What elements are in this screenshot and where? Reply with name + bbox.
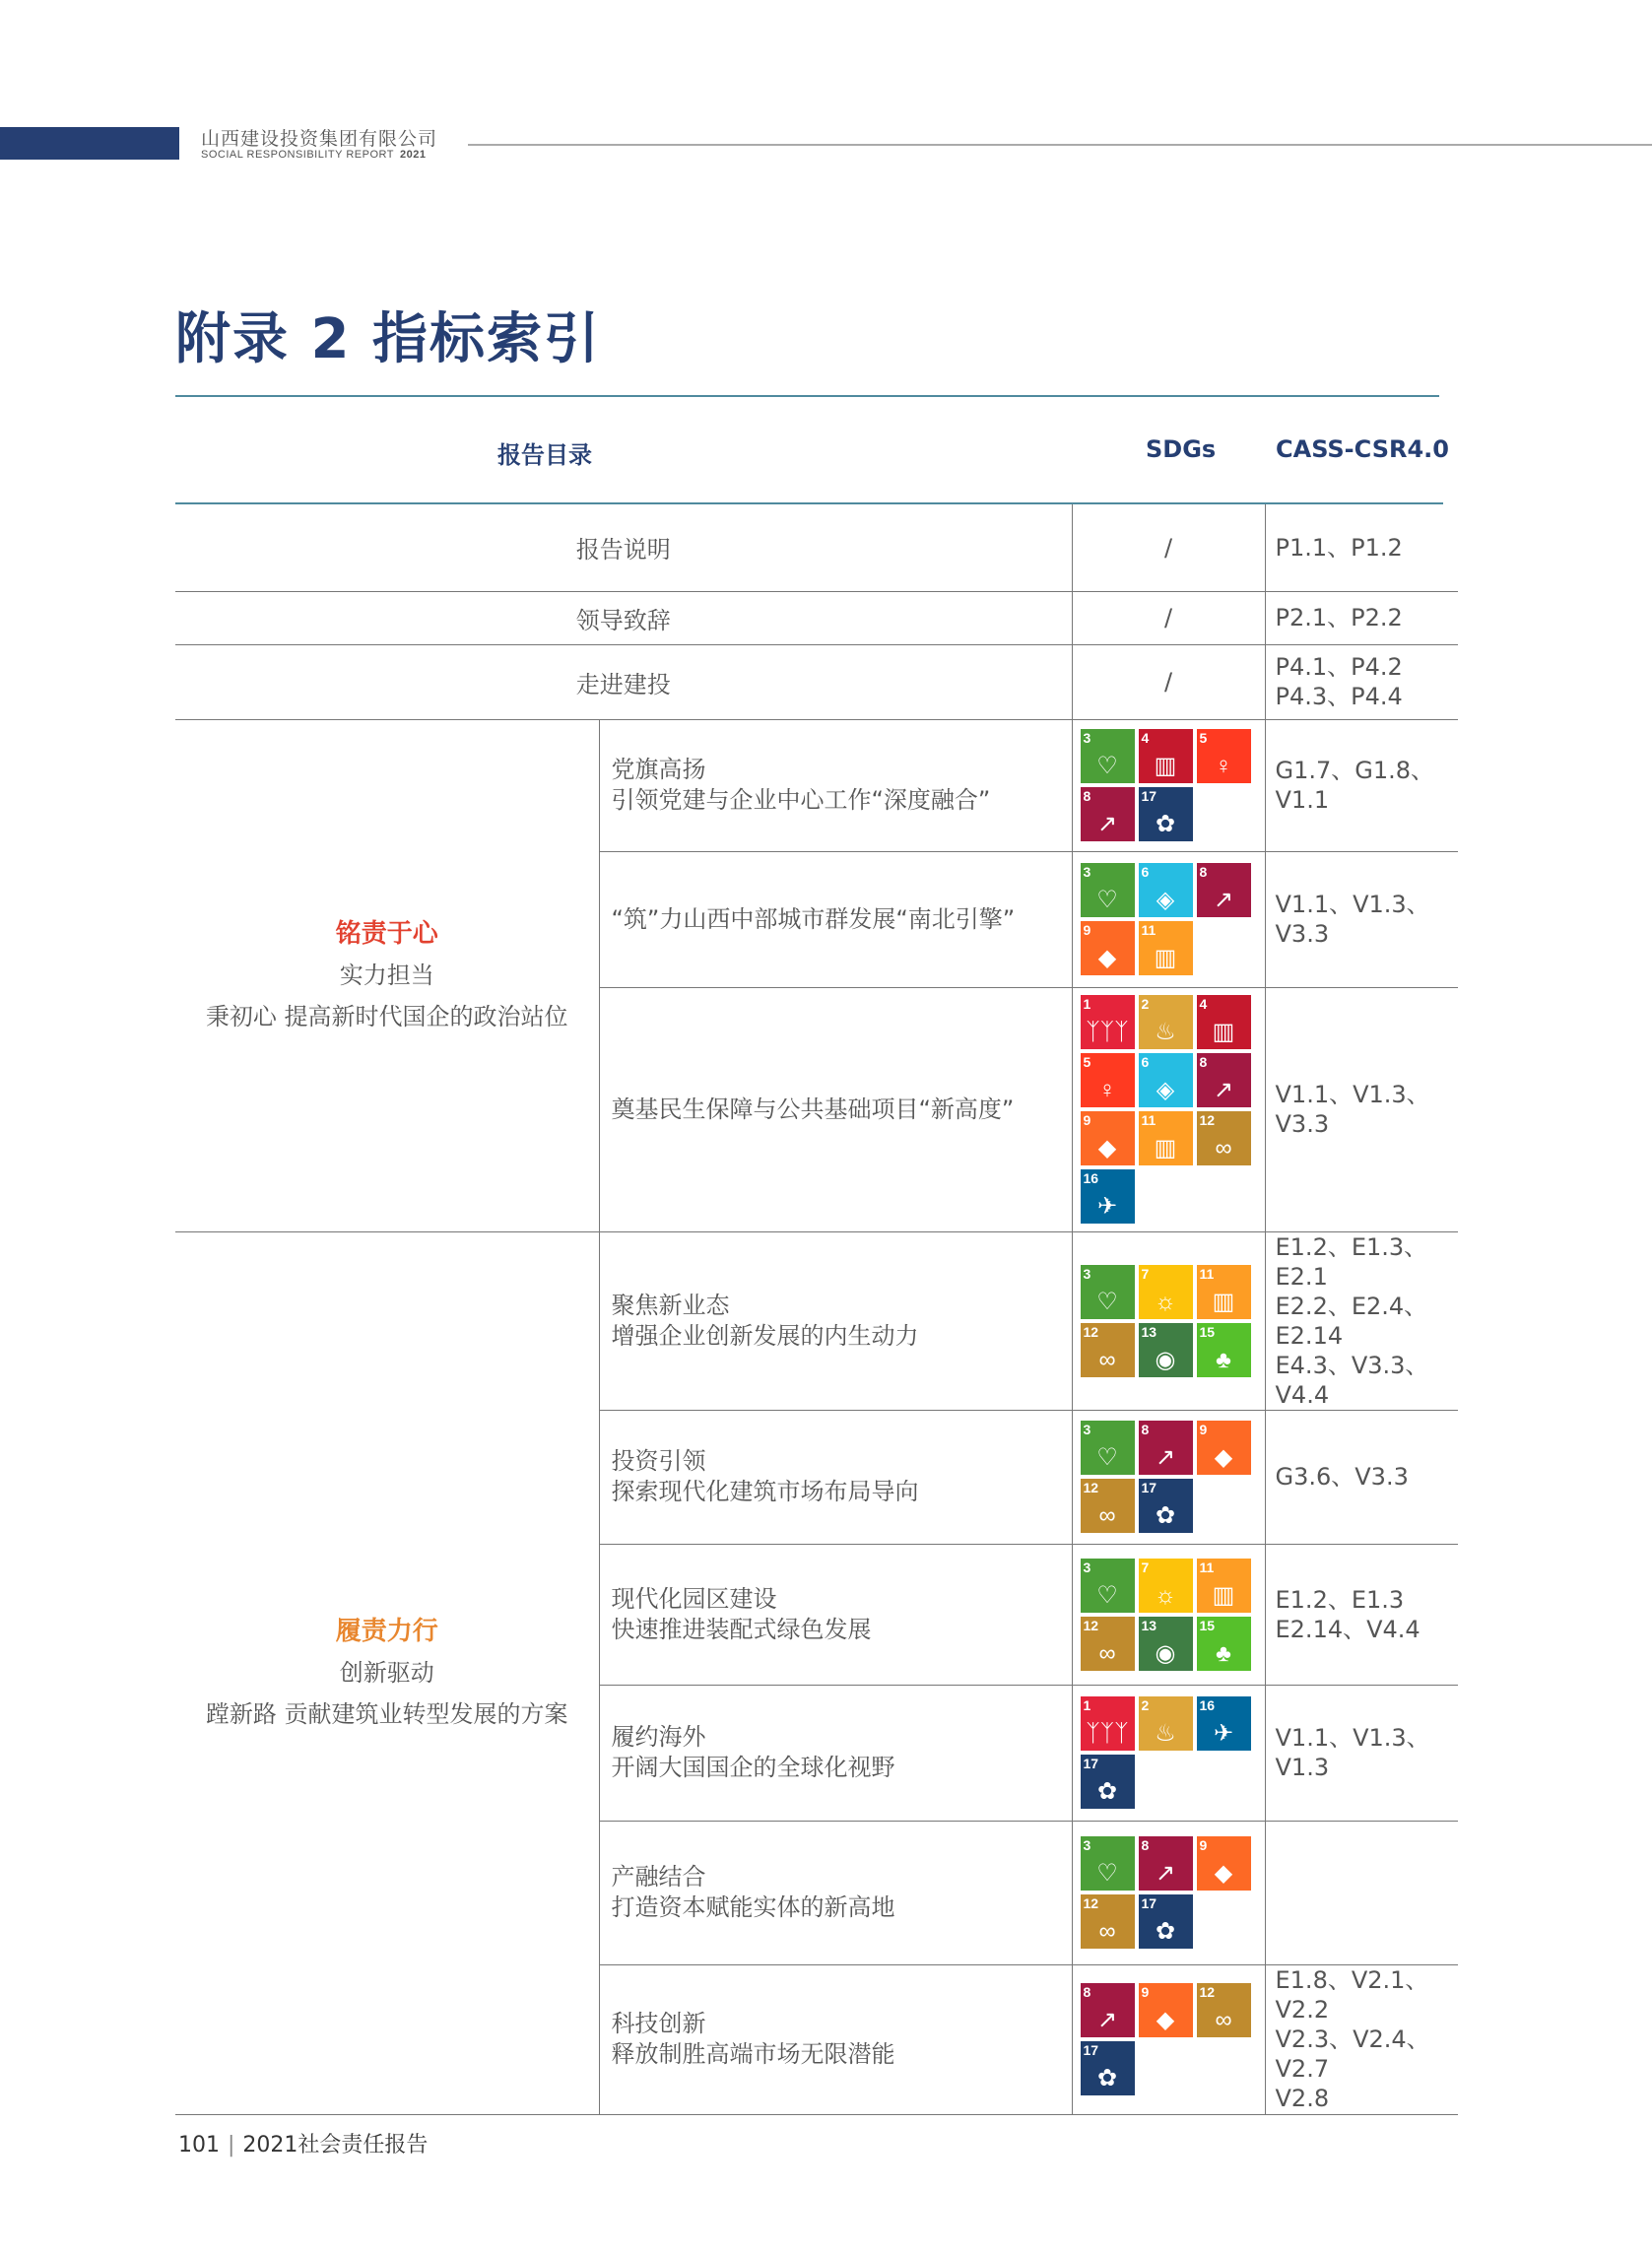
sdg-8-icon: ↗ [1213,887,1234,913]
sdg-9-icon: ◆ [1156,2007,1175,2033]
catalog-item-line: 开阔大国国企的全球化视野 [611,1754,895,1781]
sdg-12-tile [1081,1894,1135,1949]
sdgs-cell [1072,719,1265,851]
sdg-number: 16 [1199,1697,1216,1713]
catalog-item-cell [599,1544,1072,1685]
sdg-9-icon: ◆ [1214,1860,1233,1887]
sdg-15-icon: ♣ [1216,1346,1231,1373]
sdg-11-tile [1197,1265,1251,1319]
sdg-number: 4 [1141,730,1150,746]
sdg-5-tile [1197,729,1251,783]
catalog-item-cell [599,1410,1072,1544]
sdg-number: 8 [1083,788,1091,804]
sdg-17-tile [1081,1755,1135,1809]
cass-cell [1265,851,1458,987]
sdg-12-tile [1197,1111,1251,1165]
sdg-12-icon: ∞ [1098,1918,1116,1945]
sdgs-cell [1072,644,1265,719]
sdgs-cell [1072,987,1265,1231]
sdg-number: 17 [1141,1480,1157,1495]
column-header-sdgs: SDGs [1146,435,1217,463]
cass-code-line: E1.8、V2.1、V2.2 [1275,1966,1429,2024]
sdg-number: 6 [1141,864,1150,880]
sdg-13-tile [1139,1323,1193,1377]
sdg-12-tile [1081,1617,1135,1671]
cass-cell [1265,1544,1458,1685]
cass-cell [1265,719,1458,851]
cass-cell [1265,504,1458,591]
page-number: 101 [178,2133,220,2157]
sdg-4-icon: ▥ [1212,1019,1235,1045]
sdg-number: 8 [1199,864,1208,880]
cass-code-line: E1.2、E1.3、E2.1 [1275,1232,1428,1291]
sdgs-none: / [1163,604,1173,631]
sdg-number: 11 [1141,1112,1156,1128]
sdg-4-tile [1197,995,1251,1049]
sdg-17-icon: ✿ [1155,1918,1176,1945]
sdg-8-tile [1139,1836,1193,1891]
section-subtitle: 实力担当 [339,962,434,989]
sdg-number: 13 [1141,1323,1157,1340]
cass-code-line: G1.7、G1.8、V1.1 [1275,757,1435,814]
catalog-item-line: “筑”力山西中部城市群发展“南北引擎” [611,904,1016,933]
sdg-16-tile [1197,1696,1251,1751]
sdg-17-tile [1139,1894,1193,1949]
sdg-8-tile [1197,1053,1251,1107]
sdg-9-icon: ◆ [1097,945,1117,971]
cass-code-line: P4.3、P4.4 [1275,683,1403,710]
catalog-item-cell [599,851,1072,987]
catalog-item-line: 党旗高扬 [611,756,706,783]
sdg-12-icon: ∞ [1098,1346,1116,1373]
table-row [175,591,1458,644]
catalog-item-cell [599,719,1072,851]
catalog-item-line: 现代化园区建设 [611,1584,777,1613]
section-title: 铭责于心 [335,919,438,949]
sdg-9-tile [1081,1111,1135,1165]
sdg-16-icon: ✈ [1213,1720,1234,1747]
cass-code-line: E4.3、V3.3、V4.4 [1275,1351,1429,1409]
sdg-number: 1 [1083,996,1091,1012]
catalog-item-line: 探索现代化建筑市场布局导向 [611,1478,919,1505]
sdg-2-icon: ♨ [1155,1720,1176,1747]
cass-code-line: P1.1、P1.2 [1275,533,1403,562]
sdg-5-tile [1081,1053,1135,1107]
sdg-tiles [1073,1421,1264,1533]
sdg-17-icon: ✿ [1155,811,1176,837]
sdg-number: 3 [1083,864,1091,880]
sdgs-cell [1072,851,1265,987]
sdg-12-tile [1197,1983,1251,2037]
sdg-number: 12 [1083,1617,1099,1633]
sdg-2-tile [1139,995,1193,1049]
sdg-3-tile [1081,1265,1135,1319]
sdg-number: 12 [1083,1895,1099,1911]
sdgs-cell [1072,591,1265,644]
catalog-item-line: 快速推进装配式绿色发展 [611,1615,872,1643]
sdg-8-tile [1081,1983,1135,2037]
company-name: 山西建设投资集团有限公司 [201,128,438,150]
sdg-number: 3 [1083,1837,1091,1853]
sdg-12-icon: ∞ [1215,1135,1232,1162]
sdg-8-icon: ↗ [1096,811,1118,837]
cass-code-line: E1.2、E1.3 [1275,1585,1405,1614]
cass-cell [1265,1410,1458,1544]
sdg-number: 12 [1083,1323,1099,1340]
sdg-number: 15 [1199,1617,1216,1633]
cass-code-line: E2.14、V4.4 [1275,1615,1421,1643]
cass-code-line: P4.1、P4.2 [1275,653,1403,681]
sdg-tiles [1073,863,1264,975]
sdg-number: 5 [1199,730,1208,746]
sdg-1-tile [1081,995,1135,1049]
section-description: 蹚新路 贡献建筑业转型发展的方案 [205,1700,568,1728]
sdg-number: 9 [1141,1984,1150,2000]
sdg-3-icon: ♡ [1096,1581,1118,1609]
table-row [175,1231,1458,1410]
sdgs-cell [1072,1821,1265,1964]
sdgs-cell [1072,1685,1265,1821]
sdg-number: 7 [1141,1559,1150,1575]
sdg-8-tile [1081,787,1135,841]
sdg-15-icon: ♣ [1216,1639,1231,1667]
sdg-number: 4 [1199,996,1208,1012]
catalog-item-line: 聚焦新业态 [611,1291,730,1319]
section-cell [175,1231,599,2114]
cass-code-line: V1.1、V1.3、V3.3 [1275,1081,1430,1138]
sdg-1-icon: ᛉᛉᛉ [1086,1720,1129,1747]
sdg-3-tile [1081,863,1135,917]
catalog-cell [175,591,1072,644]
sdg-tiles [1073,1696,1264,1809]
section-title: 履责力行 [335,1617,438,1646]
sdg-number: 7 [1141,1265,1150,1282]
cass-cell [1265,1231,1458,1410]
sdg-number: 16 [1083,1170,1099,1186]
header-accent-bar [0,127,179,160]
sdg-number: 6 [1141,1054,1150,1070]
sdg-number: 3 [1083,1559,1091,1575]
sdg-11-tile [1139,921,1193,975]
cass-cell [1265,644,1458,719]
catalog-item-cell [599,987,1072,1231]
catalog-item-line: 奠基民生保障与公共基础项目“新高度” [611,1095,1015,1123]
sdg-9-icon: ◆ [1097,1135,1117,1162]
catalog-label: 领导致辞 [575,606,671,634]
catalog-item-line: 履约海外 [611,1723,706,1751]
sdg-7-icon: ☼ [1155,1288,1176,1315]
sdg-9-tile [1081,921,1135,975]
sdg-number: 8 [1083,1984,1091,2000]
sdg-number: 17 [1141,788,1157,804]
sdg-number: 17 [1083,2042,1099,2058]
sdg-number: 9 [1083,1112,1091,1128]
sdg-number: 13 [1141,1617,1157,1633]
sdg-number: 17 [1083,1756,1099,1771]
sdg-number: 12 [1083,1480,1099,1495]
sdg-2-tile [1139,1696,1193,1751]
sdg-number: 9 [1199,1422,1208,1437]
table-top-rule [175,395,1439,397]
sdg-7-icon: ☼ [1155,1581,1176,1609]
sdgs-cell [1072,1964,1265,2114]
footer [178,2128,428,2158]
sdg-8-tile [1197,863,1251,917]
index-table [175,504,1458,2115]
catalog-cell [175,504,1072,591]
sdg-17-tile [1139,787,1193,841]
footer-separator: | [228,2133,235,2157]
sdg-number: 3 [1083,730,1091,746]
section-description: 秉初心 提高新时代国企的政治站位 [205,1003,568,1030]
sdg-number: 12 [1199,1984,1216,2000]
catalog-item-cell [599,1231,1072,1410]
sdg-13-icon: ◉ [1155,1639,1176,1667]
sdgs-cell [1072,1231,1265,1410]
sdg-1-icon: ᛉᛉᛉ [1086,1019,1129,1045]
sdg-7-tile [1139,1559,1193,1613]
catalog-item-line: 释放制胜高端市场无限潜能 [611,2040,895,2068]
sdg-12-tile [1081,1479,1135,1533]
sdg-7-tile [1139,1265,1193,1319]
sdg-4-tile [1139,729,1193,783]
sdg-2-icon: ♨ [1155,1019,1176,1045]
sdg-9-tile [1197,1421,1251,1475]
sdg-number: 11 [1141,922,1156,938]
sdg-number: 8 [1199,1054,1208,1070]
sdg-number: 5 [1083,1054,1091,1070]
sdg-3-icon: ♡ [1096,887,1118,913]
sdg-16-icon: ✈ [1096,1193,1118,1220]
sdg-number: 9 [1199,1837,1208,1853]
sdgs-none: / [1163,668,1173,696]
sdg-12-tile [1081,1323,1135,1377]
sdg-tiles [1073,1265,1264,1377]
cass-code-line: E2.2、E2.4、E2.14 [1275,1292,1428,1350]
sdg-number: 8 [1141,1422,1150,1437]
catalog-item-line: 引领党建与企业中心工作“深度融合” [611,786,991,814]
cass-code-line: V1.1、V1.3、V1.3 [1275,1724,1430,1781]
sdgs-cell [1072,1544,1265,1685]
sdgs-cell [1072,1410,1265,1544]
catalog-item-cell [599,1964,1072,2114]
report-subtitle [201,149,426,161]
section-subtitle: 创新驱动 [339,1659,434,1687]
sdg-3-tile [1081,1836,1135,1891]
cass-cell [1265,1685,1458,1821]
sdg-3-icon: ♡ [1096,1860,1118,1887]
sdg-tiles [1073,1836,1264,1949]
catalog-item-line: 投资引领 [611,1447,706,1475]
sdg-number: 1 [1083,1697,1091,1713]
sdg-number: 9 [1083,922,1091,938]
sdg-17-tile [1139,1479,1193,1533]
cass-code-line: V2.3、V2.4、V2.7 [1275,2025,1430,2083]
sdg-8-tile [1139,1421,1193,1475]
catalog-item-cell [599,1685,1072,1821]
sdg-number: 11 [1199,1559,1215,1575]
sdg-9-tile [1197,1836,1251,1891]
sdg-3-icon: ♡ [1096,1288,1118,1315]
cass-cell [1265,987,1458,1231]
sdg-3-tile [1081,729,1135,783]
sdg-11-icon: ▥ [1212,1288,1235,1315]
sdg-6-icon: ◈ [1156,887,1175,913]
sdg-number: 15 [1199,1323,1216,1340]
sdg-11-tile [1139,1111,1193,1165]
sdg-16-tile [1081,1169,1135,1224]
sdg-11-icon: ▥ [1154,1135,1177,1162]
sdg-11-icon: ▥ [1154,945,1177,971]
sdg-number: 8 [1141,1837,1150,1853]
column-header-cass: CASS-CSR4.0 [1276,435,1449,463]
sdg-number: 3 [1083,1265,1091,1282]
sdg-6-tile [1139,1053,1193,1107]
sdg-1-tile [1081,1696,1135,1751]
sdg-11-tile [1197,1559,1251,1613]
section-cell [175,719,599,1231]
sdg-15-tile [1197,1323,1251,1377]
sdg-12-icon: ∞ [1098,1639,1116,1667]
sdg-13-tile [1139,1617,1193,1671]
table-row [175,504,1458,591]
cass-code-line: V1.1、V1.3、V3.3 [1275,891,1430,948]
catalog-item-line: 产融结合 [611,1863,706,1891]
catalog-label: 走进建投 [575,670,671,698]
sdg-6-icon: ◈ [1156,1077,1175,1103]
sdg-8-icon: ↗ [1155,1860,1176,1887]
header-rule [468,144,1652,146]
cass-code-line: G3.6、V3.3 [1275,1463,1409,1491]
sdg-4-icon: ▥ [1154,753,1177,779]
sdg-number: 3 [1083,1422,1091,1437]
sdg-tiles [1073,729,1264,841]
sdg-17-icon: ✿ [1096,2065,1118,2091]
catalog-item-cell [599,1821,1072,1964]
table-row [175,719,1458,851]
sdgs-none: / [1163,533,1173,562]
sdg-11-icon: ▥ [1212,1581,1235,1609]
report-en: SOCIAL RESPONSIBILITY REPORT [201,149,394,161]
column-header-catalog: 报告目录 [497,441,592,469]
sdg-3-icon: ♡ [1096,753,1118,779]
sdg-17-tile [1081,2041,1135,2095]
catalog-item-line: 科技创新 [611,2010,706,2037]
footer-text: 2021社会责任报告 [242,2133,429,2157]
sdg-number: 17 [1141,1895,1157,1911]
report-year: 2021 [399,149,427,161]
sdg-number: 2 [1141,1697,1150,1713]
sdg-3-tile [1081,1421,1135,1475]
sdg-8-icon: ↗ [1096,2007,1118,2033]
sdg-15-tile [1197,1617,1251,1671]
sdg-17-icon: ✿ [1096,1778,1118,1805]
sdg-tiles [1073,995,1264,1224]
sdgs-cell [1072,504,1265,591]
sdg-3-tile [1081,1559,1135,1613]
sdg-5-icon: ♀ [1215,753,1232,779]
table-row [175,644,1458,719]
sdg-tiles [1073,1559,1264,1671]
page-title: 附录 2 指标索引 [175,307,601,371]
sdg-8-icon: ↗ [1155,1444,1176,1471]
sdg-13-icon: ◉ [1155,1346,1176,1373]
sdg-number: 12 [1199,1112,1216,1128]
sdg-9-tile [1139,1983,1193,2037]
sdg-number: 2 [1141,996,1150,1012]
sdg-3-icon: ♡ [1096,1444,1118,1471]
sdg-tiles [1073,1983,1264,2095]
cass-code-line: V2.8 [1275,2085,1330,2112]
cass-cell [1265,591,1458,644]
catalog-item-line: 增强企业创新发展的内生动力 [611,1321,919,1350]
sdg-9-icon: ◆ [1214,1444,1233,1471]
sdg-8-icon: ↗ [1213,1077,1234,1103]
sdg-12-icon: ∞ [1215,2007,1232,2033]
sdg-number: 11 [1199,1265,1215,1282]
cass-cell [1265,1821,1458,1964]
sdg-12-icon: ∞ [1098,1502,1116,1529]
catalog-cell [175,644,1072,719]
sdg-6-tile [1139,863,1193,917]
sdg-5-icon: ♀ [1098,1077,1116,1103]
cass-code-line: P2.1、P2.2 [1275,604,1403,631]
catalog-item-line: 打造资本赋能实体的新高地 [611,1893,895,1921]
sdg-17-icon: ✿ [1155,1502,1176,1529]
catalog-label: 报告说明 [575,536,671,564]
cass-cell [1265,1964,1458,2114]
